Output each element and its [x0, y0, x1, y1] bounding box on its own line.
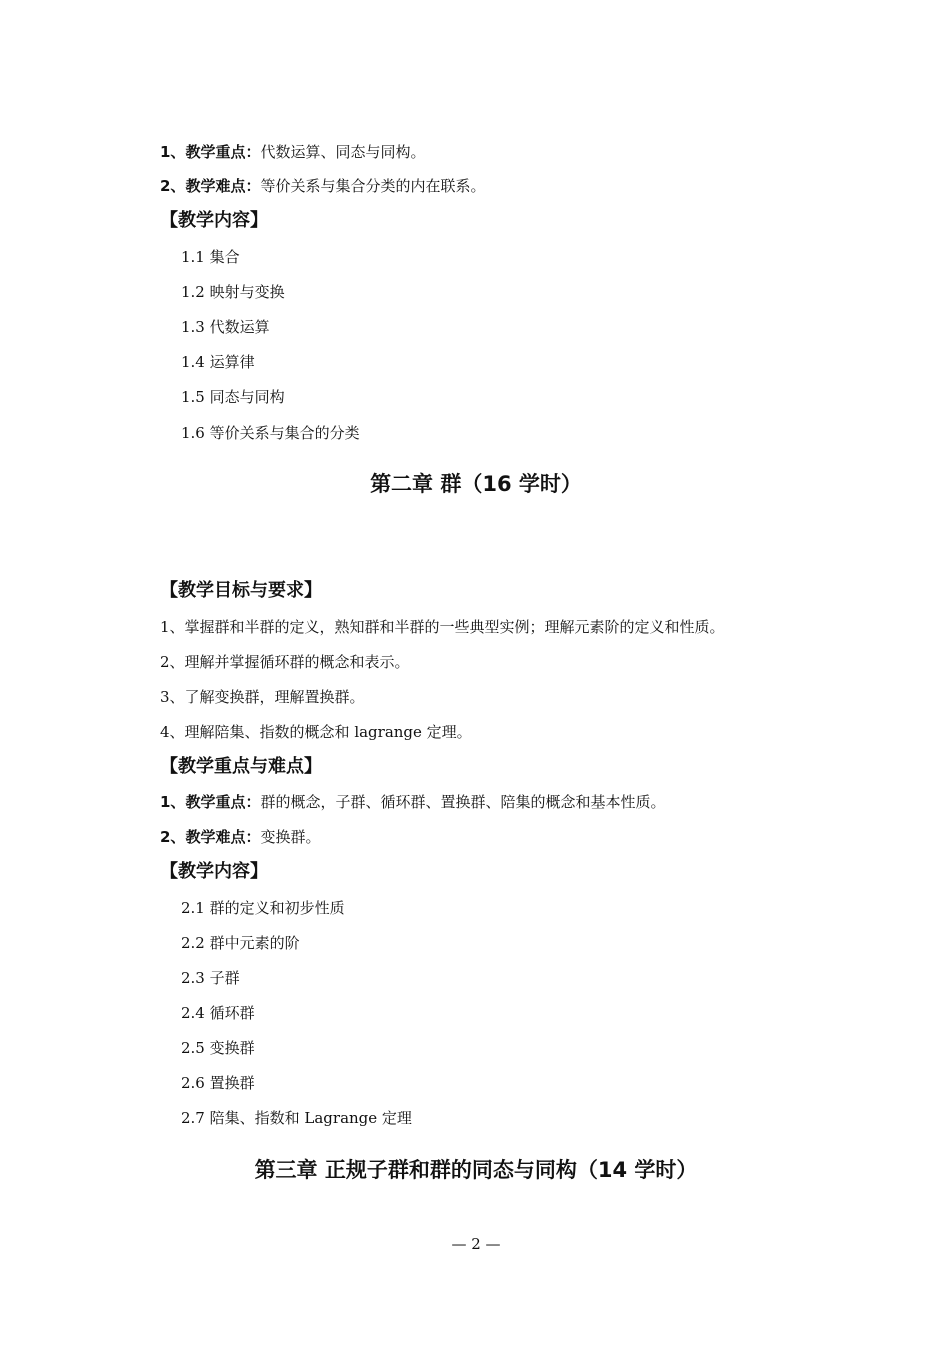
point-text: 变换群。: [260, 828, 321, 846]
point-text: 代数运算、同态与同构。: [260, 143, 426, 161]
ch2-goal: 1、掌握群和半群的定义，熟知群和半群的一些典型实例；理解元素阶的定义和性质。: [160, 618, 725, 636]
ch1-item: 1.3 代数运算: [181, 318, 270, 336]
ch2-item: 2.7 陪集、指数和 Lagrange 定理: [181, 1109, 412, 1127]
ch2-key-point: [160, 791, 665, 812]
ch1-item: 1.5 同态与同构: [181, 388, 285, 406]
ch2-item: 2.3 子群: [181, 969, 240, 987]
page-number: — 2 —: [451, 1235, 501, 1253]
point-label: 教学重点: [185, 793, 246, 811]
point-label: 教学难点: [185, 828, 246, 846]
ch2-goals-heading: 【教学目标与要求】: [160, 580, 322, 601]
ch2-item: 2.5 变换群: [181, 1039, 255, 1057]
ch2-content-heading: 【教学内容】: [160, 861, 268, 882]
ch1-item: 1.6 等价关系与集合的分类: [181, 424, 360, 442]
ch1-content-heading: 【教学内容】: [160, 210, 268, 231]
point-separator: ：: [245, 793, 261, 811]
ch2-goal: 4、理解陪集、指数的概念和 lagrange 定理。: [160, 723, 472, 741]
ch1-difficult-point: [160, 175, 485, 196]
ch1-item: 1.2 映射与变换: [181, 283, 285, 301]
point-label: 教学重点: [185, 143, 246, 161]
point-separator: ：: [245, 143, 261, 161]
ch2-difficult-point: [160, 826, 320, 847]
point-separator: ：: [245, 177, 261, 195]
ch2-focus-heading: 【教学重点与难点】: [160, 756, 322, 777]
ch1-item: 1.4 运算律: [181, 353, 255, 371]
ch2-goal: 3、了解变换群，理解置换群。: [160, 688, 365, 706]
point-number: 1、: [160, 793, 186, 811]
point-text: 群的概念，子群、循环群、置换群、陪集的概念和基本性质。: [260, 793, 666, 811]
ch1-item: 1.1 集合: [181, 248, 240, 266]
ch1-key-point: [160, 141, 425, 162]
ch2-item: 2.1 群的定义和初步性质: [181, 899, 345, 917]
ch2-item: 2.6 置换群: [181, 1074, 255, 1092]
ch2-item: 2.2 群中元素的阶: [181, 934, 300, 952]
point-label: 教学难点: [185, 177, 246, 195]
point-number: 2、: [160, 177, 186, 195]
ch2-goal: 2、理解并掌握循环群的概念和表示。: [160, 653, 410, 671]
chapter-2-title: 第二章 群（16 学时）: [370, 472, 582, 496]
chapter-3-title: 第三章 正规子群和群的同态与同构（14 学时）: [254, 1158, 698, 1182]
point-separator: ：: [245, 828, 261, 846]
point-number: 2、: [160, 828, 186, 846]
point-text: 等价关系与集合分类的内在联系。: [260, 177, 486, 195]
point-number: 1、: [160, 143, 186, 161]
ch2-item: 2.4 循环群: [181, 1004, 255, 1022]
